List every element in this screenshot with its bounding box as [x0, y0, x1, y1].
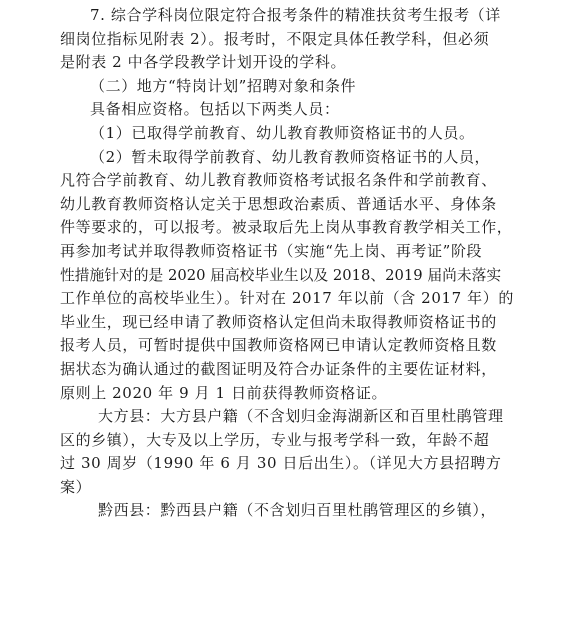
text-line: 具备相应资格。包括以下两类人员：: [90, 100, 340, 119]
text-line: 工作单位的高校毕业生）。针对在 2017 年以前（含 2017 年）的: [60, 289, 514, 308]
text-line: （2）暂未取得学前教育、幼儿教育教师资格证书的人员，: [90, 147, 491, 166]
text-line: 件等要求的，可以报考。被录取后先上岗从事教育教学相关工作，: [60, 218, 513, 237]
text-line: （1）已取得学前教育、幼儿教育教师资格证书的人员。: [90, 123, 475, 142]
text-line: 原则上 2020 年 9 月 1 日前获得教师资格证。: [60, 383, 388, 402]
text-line: 过 30 周岁（1990 年 6 月 30 日后出生）。（详见大方县招聘方: [60, 454, 502, 473]
text-line: 细岗位指标见附表 2）。报考时，不限定具体任教学科，但必须: [60, 29, 490, 48]
text-line: 毕业生，现已经申请了教师资格认定但尚未取得教师资格证书的: [60, 312, 497, 331]
text-line: 是附表 2 中各学段教学计划开设的学科。: [60, 53, 347, 72]
text-line: 7. 综合学科岗位限定符合报考条件的精准扶贫考生报考（详: [90, 6, 501, 24]
section-heading: （二）地方“特岗计划”招聘对象和条件: [90, 76, 357, 95]
text-line: 幼儿教育教师资格认定关于思想政治素质、普通话水平、身体条: [60, 194, 497, 213]
county-paragraph-line: 大方县：大方县户籍（不含划归金海湖新区和百里杜鹃管理: [98, 407, 504, 426]
text-line: 凡符合学前教育、幼儿教育教师资格考试报名条件和学前教育、: [60, 171, 497, 190]
text-line: 再参加考试并取得教师资格证书（实施“先上岗、再考证”阶段: [60, 241, 483, 260]
text-line: 据状态为确认通过的截图证明及符合办证条件的主要佐证材料，: [60, 359, 497, 378]
text-line: 区的乡镇），大专及以上学历，专业与报考学科一致，年龄不超: [60, 430, 490, 449]
text-line: 报考人员，可暂时提供中国教师资格网已申请认定教师资格且数: [60, 336, 497, 355]
county-paragraph-line: 黔西县：黔西县户籍（不含划归百里杜鹃管理区的乡镇），: [98, 501, 497, 520]
text-line: 案）: [60, 477, 92, 496]
text-line: 性措施针对的是 2020 届高校毕业生以及 2018、2019 届尚未落实: [60, 266, 502, 284]
